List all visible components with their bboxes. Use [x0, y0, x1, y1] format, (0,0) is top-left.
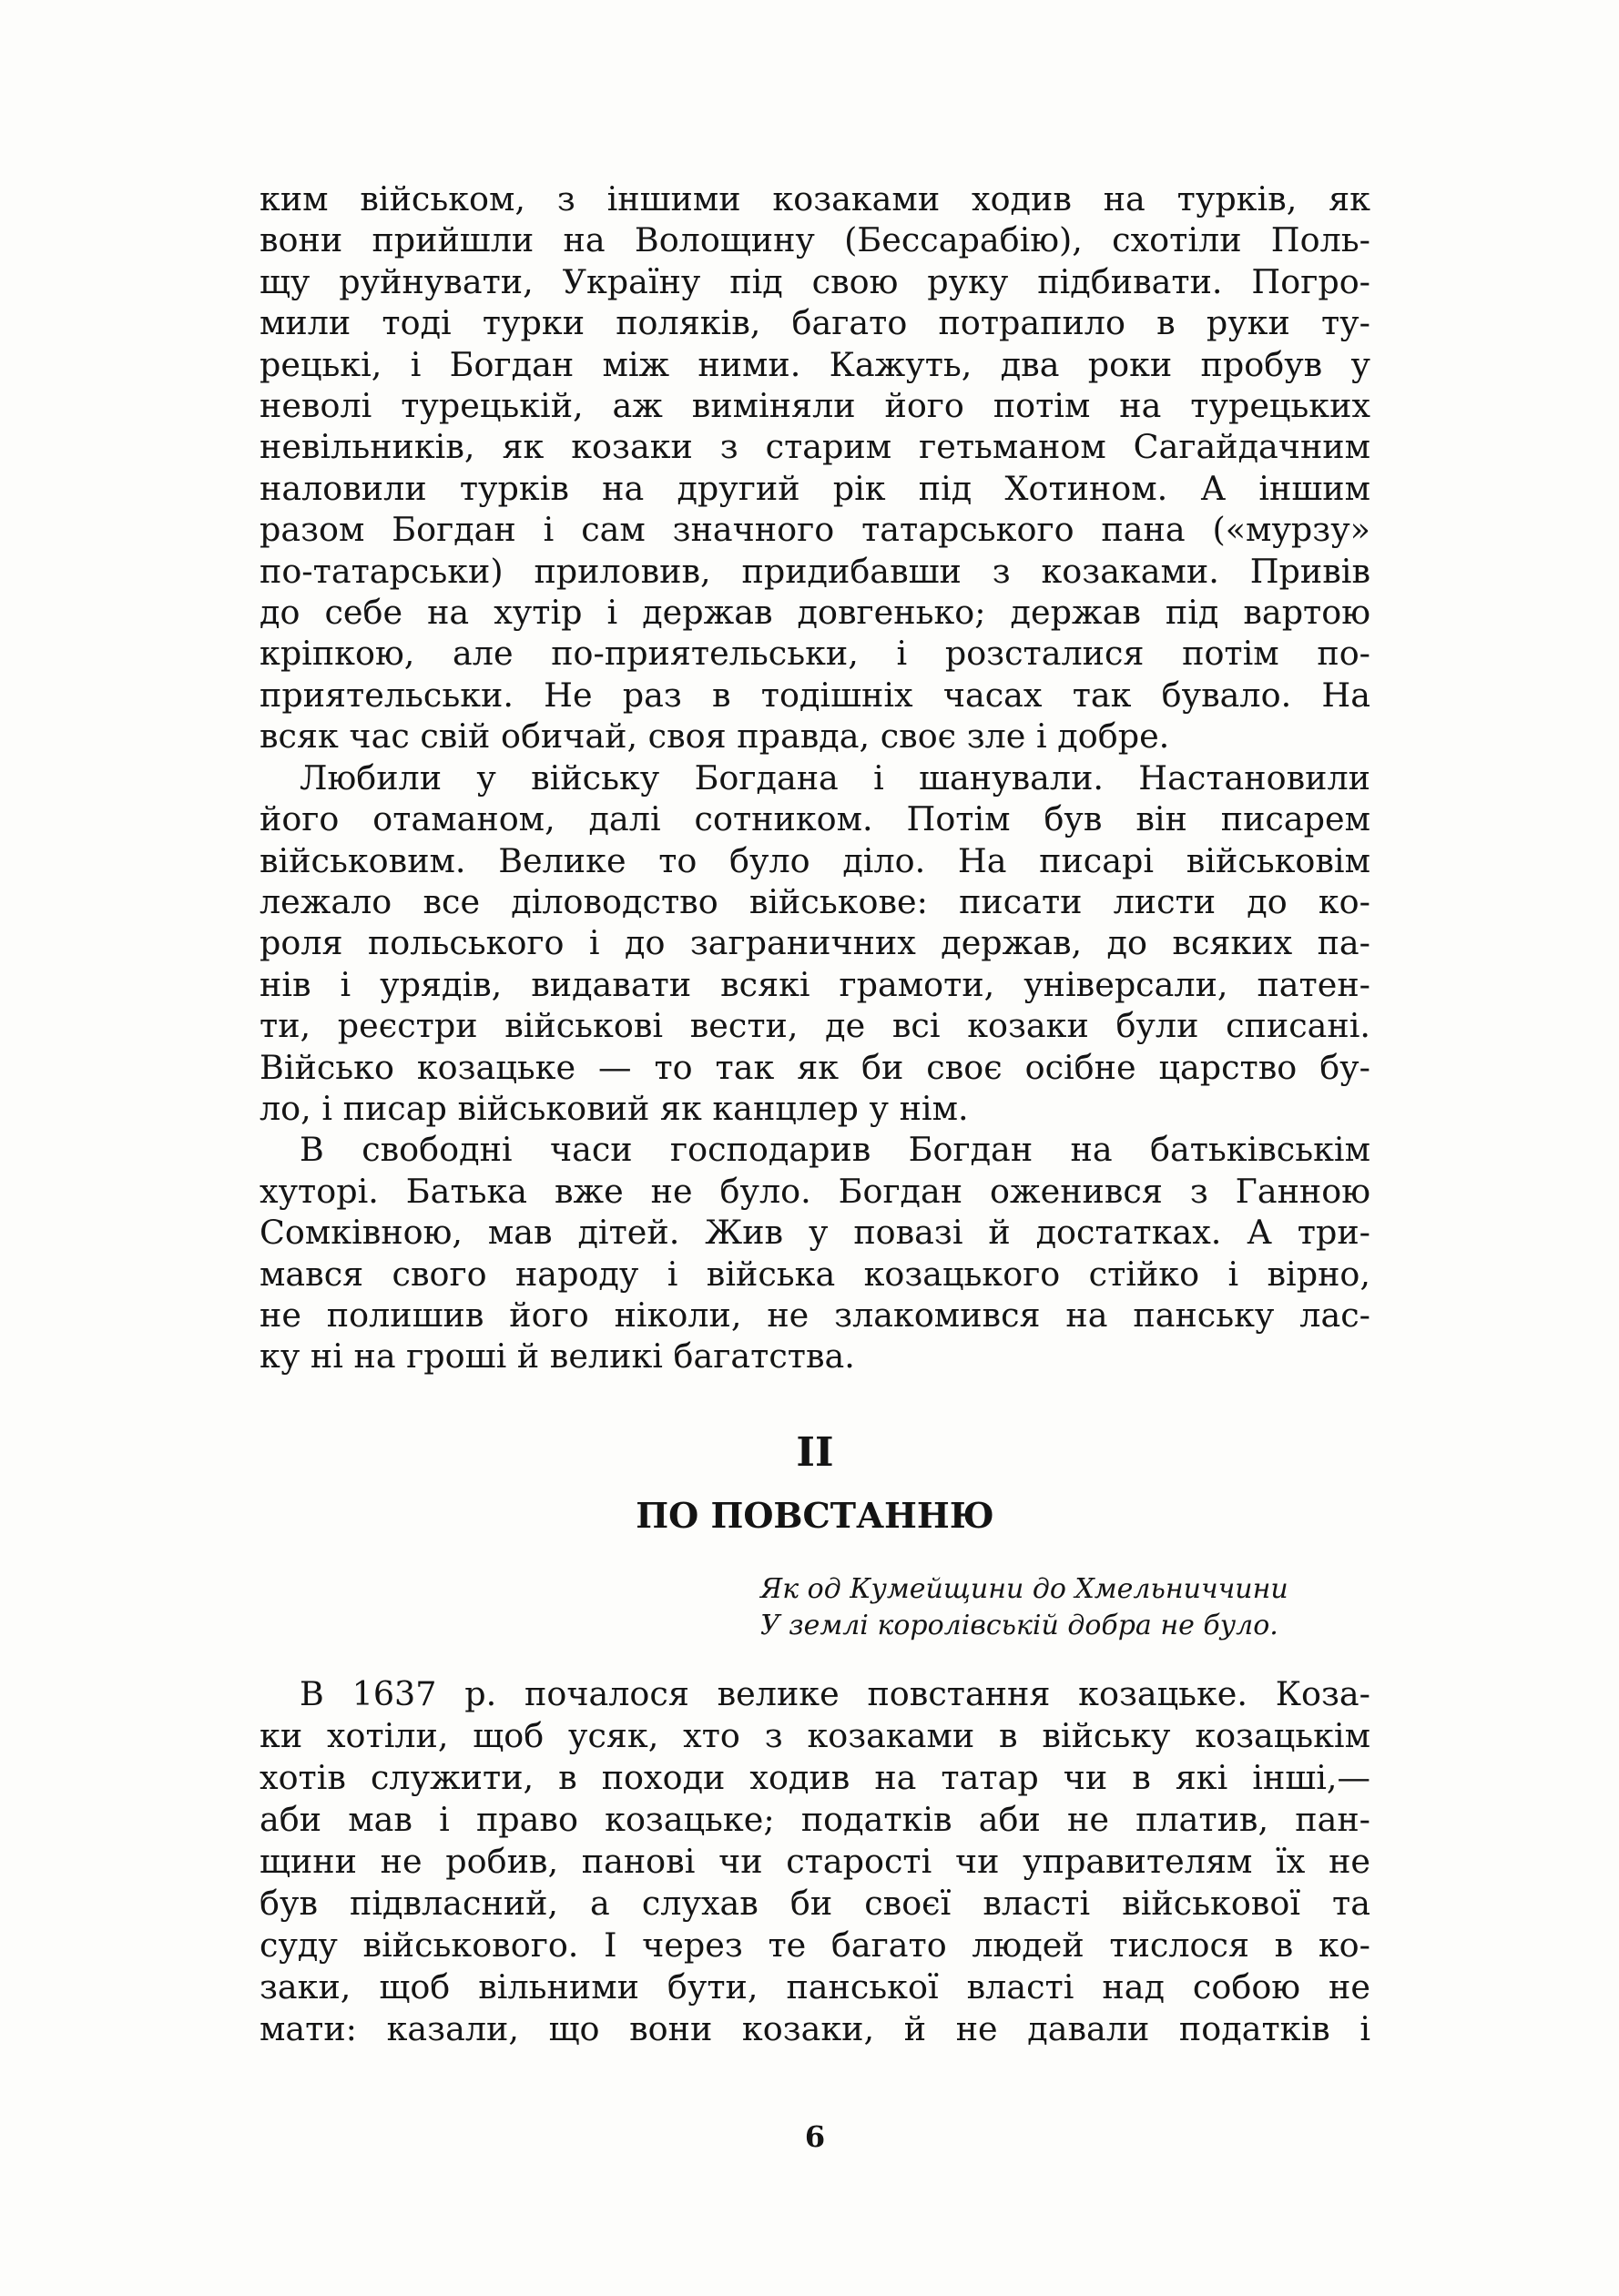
text-line: ти, реєстри військові вести, де всі козаки були списані.: [260, 1006, 1370, 1046]
text-line: був підвласний, а слухав би своєї власті військової та: [260, 1884, 1370, 1923]
chapter-title: ПО ПОВСТАННЮ: [636, 1495, 994, 1536]
text-line: ку ні на гроші й великі багатства.: [260, 1336, 855, 1377]
text-line: всяк час свій обичай, своя правда, своє зле і добре.: [260, 716, 1170, 757]
chapter-number: II: [796, 1429, 834, 1476]
text-line: приятельськи. Не раз в тодішніх часах так бувало. На: [260, 675, 1370, 715]
text-line: хотів служити, в походи ходив на татар чи в які інші,—: [260, 1758, 1370, 1797]
text-line: роля польського і до заграничних держав, до всяких па-: [260, 923, 1370, 963]
paragraph-2: [260, 757, 1370, 1130]
text-line: заки, щоб вільними бути, панської власті над собою не: [260, 1967, 1370, 2006]
text-line: наловили турків на другий рік під Хотином. А іншим: [260, 468, 1370, 508]
text-line: по-татарськи) приловив, придибавши з козаками. Привів: [260, 551, 1370, 591]
text-line: щу руйнувати, Україну під свою руку підбивати. Погро-: [260, 261, 1370, 301]
text-line: кріпкою, але по-приятельськи, і розсталися потім по-: [260, 634, 1370, 674]
text-line: лежало все діловодство військове: писати листи до ко-: [260, 881, 1370, 921]
text-line: рецькі, і Богдан між ними. Кажуть, два роки пробув у: [260, 344, 1370, 384]
text-line: щини не робив, панові чи старості чи управителям їх не: [260, 1842, 1370, 1881]
epigraph-line: У землі королівській добра не було.: [760, 1610, 1278, 1641]
text-line: суду військового. І через те багато людей тислося в ко-: [260, 1925, 1370, 1965]
text-line: мати: казали, що вони козаки, й не давали податків і: [260, 2009, 1370, 2048]
paragraph-3: [260, 1129, 1370, 1377]
text-line: його отаманом, далі сотником. Потім був він писарем: [260, 799, 1370, 839]
text-line: військовим. Велике то було діло. На писарі військовім: [260, 840, 1370, 880]
text-line: вони прийшли на Волощину (Бессарабію), схотіли Поль-: [260, 220, 1370, 260]
text-line: нів і урядів, видавати всякі грамоти, універсали, патен-: [260, 964, 1370, 1004]
paragraph-1: [260, 178, 1370, 757]
epigraph-line: Як од Кумейщини до Хмельниччини: [760, 1573, 1288, 1605]
text-line: В 1637 р. почалося велике повстання козацьке. Коза-: [300, 1674, 1370, 1713]
text-line: В свободні часи господарив Богдан на батьківськім: [300, 1130, 1370, 1170]
text-line: ким військом, з іншими козаками ходив на турків, як: [260, 179, 1370, 218]
text-line: мався свого народу і війська козацького стійко і вірно,: [260, 1254, 1370, 1294]
text-line: Любили у війську Богдана і шанували. Настановили: [300, 757, 1370, 798]
text-line: Сомківною, мав дітей. Жив у повазі й достатках. А три-: [260, 1213, 1370, 1253]
paragraph-4: [260, 1673, 1370, 2050]
text-line: аби мав і право козацьке; податків аби не платив, пан-: [260, 1800, 1370, 1839]
text-line: разом Богдан і сам значного татарського пана («мурзу»: [260, 510, 1370, 550]
text-line: невільників, як козаки з старим гетьманом Сагайдачним: [260, 427, 1370, 467]
text-line: Військо козацьке — то так як би своє осібне царство бу-: [260, 1047, 1370, 1087]
text-line: до себе на хутір і держав довгенько; держав під вартою: [260, 593, 1370, 633]
text-line: не полишив його ніколи, не злакомився на панську лас-: [260, 1295, 1370, 1335]
chapter-text-block: [260, 1673, 1370, 2050]
text-line: неволі турецькій, аж виміняли його потім на турецьких: [260, 386, 1370, 426]
text-line: мили тоді турки поляків, багато потрапило в руки ту-: [260, 303, 1370, 343]
text-line: ки хотіли, щоб усяк, хто з козаками в війську козацькім: [260, 1716, 1370, 1755]
page-number: 6: [804, 2119, 826, 2154]
main-text-block: [260, 178, 1370, 1377]
text-line: хуторі. Батька вже не було. Богдан оженився з Ганною: [260, 1171, 1370, 1211]
text-line: ло, і писар військовий як канцлер у нім.: [260, 1088, 969, 1128]
epigraph: [760, 1571, 1361, 1644]
